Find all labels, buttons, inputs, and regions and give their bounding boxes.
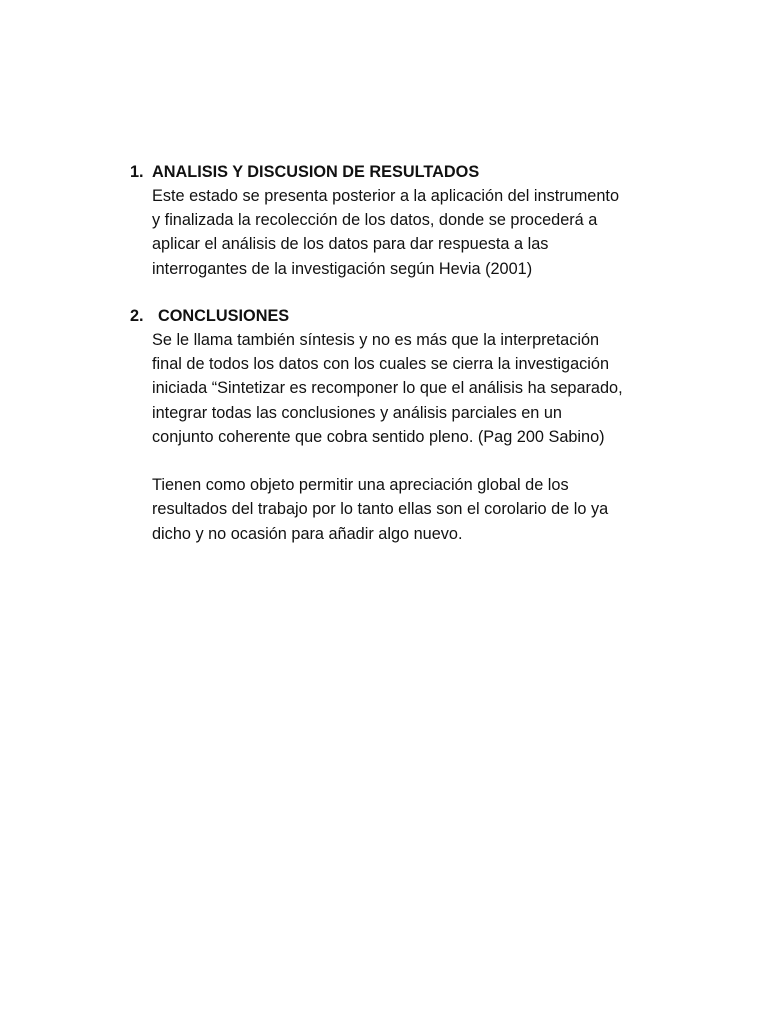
paragraph-gap [130, 449, 690, 473]
section-number: 1. [130, 163, 144, 181]
paragraph-line: interrogantes de la investigación según Hevia (2001) [152, 259, 533, 278]
paragraph-line: y finalizada la recolección de los datos, donde se procederá a [152, 211, 598, 230]
paragraph-line: dicho y no ocasión para añadir algo nuevo. [152, 524, 463, 543]
section-analisis [130, 160, 690, 281]
paragraph-line: conjunto coherente que cobra sentido pleno. (Pag 200 Sabino) [152, 427, 605, 446]
paragraph-line: iniciada “Sintetizar es recomponer lo que el análisis ha separado, [152, 379, 623, 398]
paragraph-line: Este estado se presenta posterior a la aplicación del instrumento [152, 187, 619, 205]
section-title: ANALISIS Y DISCUSION DE RESULTADOS [152, 163, 480, 181]
section-conclusiones [130, 304, 690, 546]
section-heading [130, 304, 690, 328]
section-title: CONCLUSIONES [158, 307, 290, 325]
paragraph-line: Tienen como objeto permitir una apreciación global de los [152, 476, 569, 495]
paragraph-line: aplicar el análisis de los datos para dar respuesta a las [152, 235, 549, 254]
section-number: 2. [130, 307, 144, 325]
section-heading [130, 160, 690, 184]
paragraph-line: integrar todas las conclusiones y análisis parciales en un [152, 403, 562, 422]
paragraph-line: final de todos los datos con los cuales se cierra la investigación [152, 355, 610, 374]
paragraph-line: resultados del trabajo por lo tanto ellas son el corolario de lo ya [152, 500, 609, 519]
paragraph-line: Se le llama también síntesis y no es más que la interpretación [152, 331, 600, 349]
